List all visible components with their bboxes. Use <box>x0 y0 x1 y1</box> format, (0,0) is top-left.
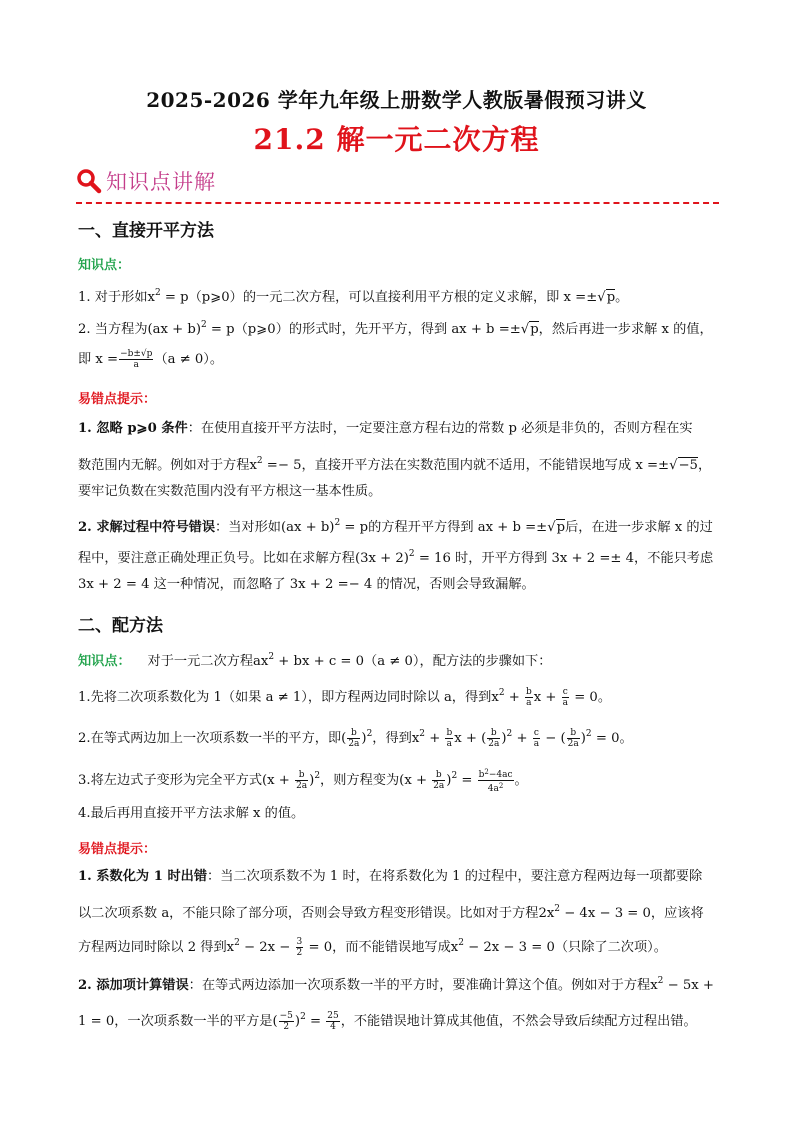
mistake-label-2: 易错点提示： <box>78 842 157 857</box>
section-banner-text: 知识点讲解 <box>106 170 216 194</box>
s1-mistake-1-line-3: 要牢记负数在实数范围内没有平方根这一基本性质。 <box>78 484 382 499</box>
dashed-divider <box>76 202 719 204</box>
s2-mistake-2-line-2: 1 = 0，一次项系数一半的平方是( $\frac{-5}{2}$ )$^2$ = $\frac{25}{4}$ ，不能错误地计算成其他值，不然会导致后续配方过程出错。 <box>78 1011 697 1032</box>
s2-step-4: 4.最后再用直接开平方法求解 x 的值。 <box>78 806 305 821</box>
s2-intro: 知识点： 对于一元二次方程$ax^2$ + bx + c = 0（a ≠ 0），配方法的步骤如下： <box>78 652 552 669</box>
s1-mistake-2-line-3: 3x + 2 = 4 这一种情况，而忽略了 3x + 2 =− 4 的情况，否则会导致漏解。 <box>78 577 535 592</box>
s2-mistake-1-line-1: 1. 系数化为 1 时出错：当二次项系数不为 1 时，在将系数化为 1 的过程中，要注意方程两边每一项都要除 <box>78 869 703 884</box>
s1-mistake-1-line-2: 数范围内无解。例如对于方程$x^2 =- 5$，直接开平方法在实数范围内就不适用，不能错误地写成 x =±√−5， <box>78 456 712 473</box>
s1-mistake-2-line-2: 程中，要注意正确处理正负号。比如在求解方程$(3x + 2)^2 = 16$ 时，开平方得到 3x + 2 =± 4，不能只考虑 <box>78 549 714 566</box>
section-banner <box>76 166 216 196</box>
s1-mistake-1-line-1: 1. 忽略 p⩾0 条件：在使用直接开平方法时，一定要注意方程右边的常数 p 必须是非负的，否则方程在实 <box>78 421 693 436</box>
s1-point-2: 2. 当方程为(ax + b)$^2$ = p（p⩾0）的形式时，先开平方，得到 ax + b =±√p，然后再进一步求解 x 的值， <box>78 320 713 337</box>
s2-mistake-1-line-2: 以二次项系数 a，不能只除了部分项，否则会导致方程变形错误。比如对于方程$2x^2 - 4x - 3 = 0$，应该将 <box>78 904 704 921</box>
section-heading-1: 一、直接开平方法 <box>78 221 214 241</box>
s2-step-3: 3.将左边式子变形为完全平方式(x + $\frac{b}{2a}$ )$^2$，则方程变为(x + $\frac{b}{2a}$ )$^2$ = $\frac{b^2-4ac}{4a^2}$ 。 <box>78 768 528 794</box>
section-heading-2: 二、配方法 <box>78 616 163 636</box>
lesson-title: 21.2 解一元二次方程 <box>253 123 540 156</box>
s2-mistake-1-line-3: 方程两边同时除以 2 得到$x^2 - 2x$ − $\frac{3}{2}$ = 0，而不能错误地写成$x^2 - 2x - 3 = 0$（只除了二次项）。 <box>78 937 667 958</box>
magnifier-icon <box>76 168 102 194</box>
s1-point-1: 1. 对于形如$x^2$ = p（p⩾0）的一元二次方程，可以直接利用平方根的定义求解，即 x =±√p。 <box>78 288 629 305</box>
s1-point-2-solution: 即 x = $\frac{-b\pm√p}{a}$ （a ≠ 0）。 <box>78 349 224 370</box>
document-title: 2025-2026 学年九年级上册数学人教版暑假预习讲义 <box>146 88 647 112</box>
s1-mistake-2-line-1: 2. 求解过程中符号错误：当对形如(ax + b)$^2$ = p的方程开平方得到 ax + b =±√p后，在进一步求解 x 的过 <box>78 518 713 535</box>
s2-mistake-2-line-1: 2. 添加项计算错误：在等式两边添加一次项系数一半的平方时，要准确计算这个值。例如对于方程$x^2 - 5x$ + <box>78 976 714 993</box>
knowledge-label-1: 知识点： <box>78 258 131 273</box>
s2-step-2: 2.在等式两边加上一次项系数一半的平方，即( $\frac{b}{2a}$ )$^2$，得到$x^2$ + $\frac{b}{a}$ x + ( $\frac{b}{2a}$ )$^2$ + $\frac{c}{a}$ − ( $\frac{b}{2a}$ )$^2$ = 0。 <box>78 728 633 749</box>
s2-step-1: 1.先将二次项系数化为 1（如果 a ≠ 1），即方程两边同时除以 a，得到$x^2$ + $\frac{b}{a}$ x + $\frac{c}{a}$ = 0。 <box>78 687 612 708</box>
mistake-label-1: 易错点提示： <box>78 392 157 407</box>
